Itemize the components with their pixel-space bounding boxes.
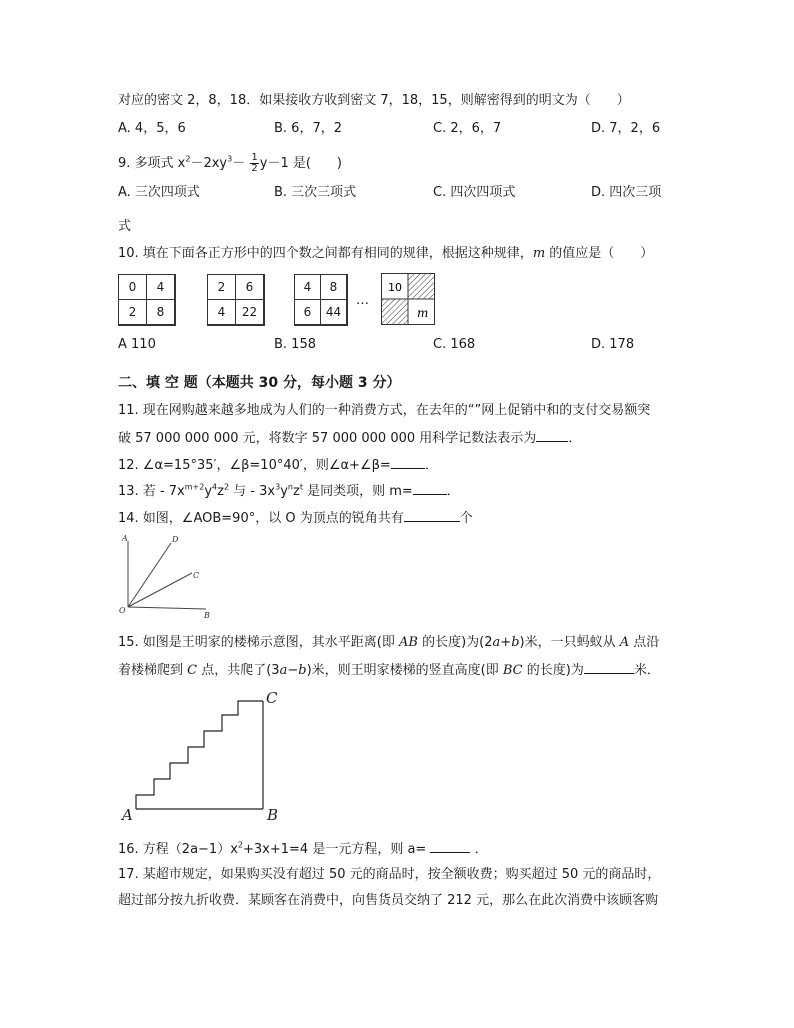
number-square-1 xyxy=(118,274,176,326)
q12: 12. ∠α=15°35′，∠β=10°40′，则∠α+∠β= ． xyxy=(118,455,438,475)
number-square-2 xyxy=(207,274,265,326)
q10-option-d: D. 178 xyxy=(591,337,635,352)
q8-option-d: D. 7，2，6 xyxy=(591,121,661,136)
q9-option-d: D. 四次三项 xyxy=(591,185,662,200)
hatched-cell xyxy=(409,274,435,300)
label-a: A xyxy=(122,534,128,543)
answer-blank[interactable] xyxy=(536,428,568,442)
q15-line1: 15. 如图是王明家的楼梯示意图，其水平距离(即 AB 的长度)为(2a+b)米，一只蚂蚁从 A 点沿 xyxy=(118,635,660,650)
q8-stem: 对应的密文 2，8，18．如果接收方收到密文 7，18，15，则解密得到的明文为（ ） xyxy=(118,93,630,108)
section-title: 二、填 空 题（本题共 30 分，每小题 3 分） xyxy=(118,375,401,391)
ray-oc xyxy=(128,573,192,607)
hatched-cell xyxy=(382,300,409,325)
angle-figure xyxy=(114,533,220,623)
label-b: B xyxy=(204,611,210,620)
q13: 13. 若 - $7x^{m+2}y^4z^2$ 与 - $3x^3y^nz^t$ 是同类项，则 m= ． xyxy=(118,482,460,499)
stairs xyxy=(136,701,263,809)
number-square-3 xyxy=(294,274,348,326)
answer-blank[interactable] xyxy=(413,481,447,495)
q11-line1: 11. 现在网购越来越多地成为人们的一种消费方式，在去年的“”网上促销中和的支付交易额突 xyxy=(118,403,651,418)
q8-option-a: A. 4，5，6 xyxy=(118,121,186,136)
fraction-one-half: $\frac{1}{2}$ xyxy=(251,152,258,174)
cell: 0 xyxy=(118,274,147,300)
cell-value: 10 xyxy=(388,281,402,294)
cell: 4 xyxy=(207,299,236,325)
q17-line2: 超过部分按九折收费．某顾客在消费中，向售货员交纳了 212 元，那么在此次消费中该顾客购 xyxy=(118,893,659,908)
answer-blank[interactable] xyxy=(430,839,470,853)
cell: 2 xyxy=(207,274,236,300)
cell: 4 xyxy=(146,274,175,300)
q9-option-b: B. 三次三项式 xyxy=(274,185,357,200)
ray-ob xyxy=(128,607,206,609)
q8-option-b: B. 6，7，2 xyxy=(274,121,342,136)
q11-line2: 破 57 000 000 000 元，将数字 57 000 000 000 用科学记数法表示为 ． xyxy=(118,428,581,448)
cell: 22 xyxy=(235,299,264,325)
q9-option-a: A. 三次四项式 xyxy=(118,185,200,200)
label-d: D xyxy=(172,535,179,544)
label-a: A xyxy=(122,806,133,824)
q15-line2: 着楼梯爬到 C 点，共爬了(3a−b)米，则王明家楼梯的竖直高度(即 BC 的长度)为 米． xyxy=(118,660,660,680)
label-c: C xyxy=(193,571,200,580)
q8-option-c: C. 2，6，7 xyxy=(433,121,502,136)
cell: 8 xyxy=(146,299,175,325)
cell: 8 xyxy=(320,274,347,300)
answer-blank[interactable] xyxy=(584,660,634,674)
q10-stem: 10. 填在下面各正方形中的四个数之间都有相同的规律，根据这种规律，m 的值应是（ ） xyxy=(118,246,654,261)
label-b: B xyxy=(267,806,279,824)
q10-option-a: A 110 xyxy=(118,337,156,352)
number-square-4 xyxy=(381,273,435,325)
label-o: O xyxy=(119,606,126,615)
cell: 44 xyxy=(320,299,347,325)
q9-option-d-overflow: 式 xyxy=(118,219,132,234)
q10-option-c: C. 168 xyxy=(433,337,476,352)
q10-option-b: B. 158 xyxy=(274,337,316,352)
q9-option-c: C. 四次四项式 xyxy=(433,185,516,200)
cell: 2 xyxy=(118,299,147,325)
answer-blank[interactable] xyxy=(404,508,460,522)
cell: 4 xyxy=(294,274,321,300)
cell: 6 xyxy=(294,299,321,325)
cell-value-m: m xyxy=(417,306,429,320)
q9-stem: 9. 多项式 $x^2-2xy^3-$ $\frac{1}{2}$ y－1 是( ) xyxy=(118,152,343,174)
q14: 14. 如图，∠AOB=90°，以 O 为顶点的锐角共有 个 xyxy=(118,508,473,528)
ray-od xyxy=(128,543,171,607)
label-c: C xyxy=(266,689,278,707)
q17-line1: 17. 某超市规定，如果购买没有超过 50 元的商品时，按全额收费；购买超过 50 元的商品时， xyxy=(118,867,661,882)
staircase-figure xyxy=(120,686,290,824)
cell: 6 xyxy=(235,274,264,300)
q16: 16. 方程$(2a-1)x^2+3x+1=4$ 是一元方程，则 a= ． xyxy=(118,840,488,857)
answer-blank[interactable] xyxy=(391,455,425,469)
ellipsis: … xyxy=(356,293,369,308)
